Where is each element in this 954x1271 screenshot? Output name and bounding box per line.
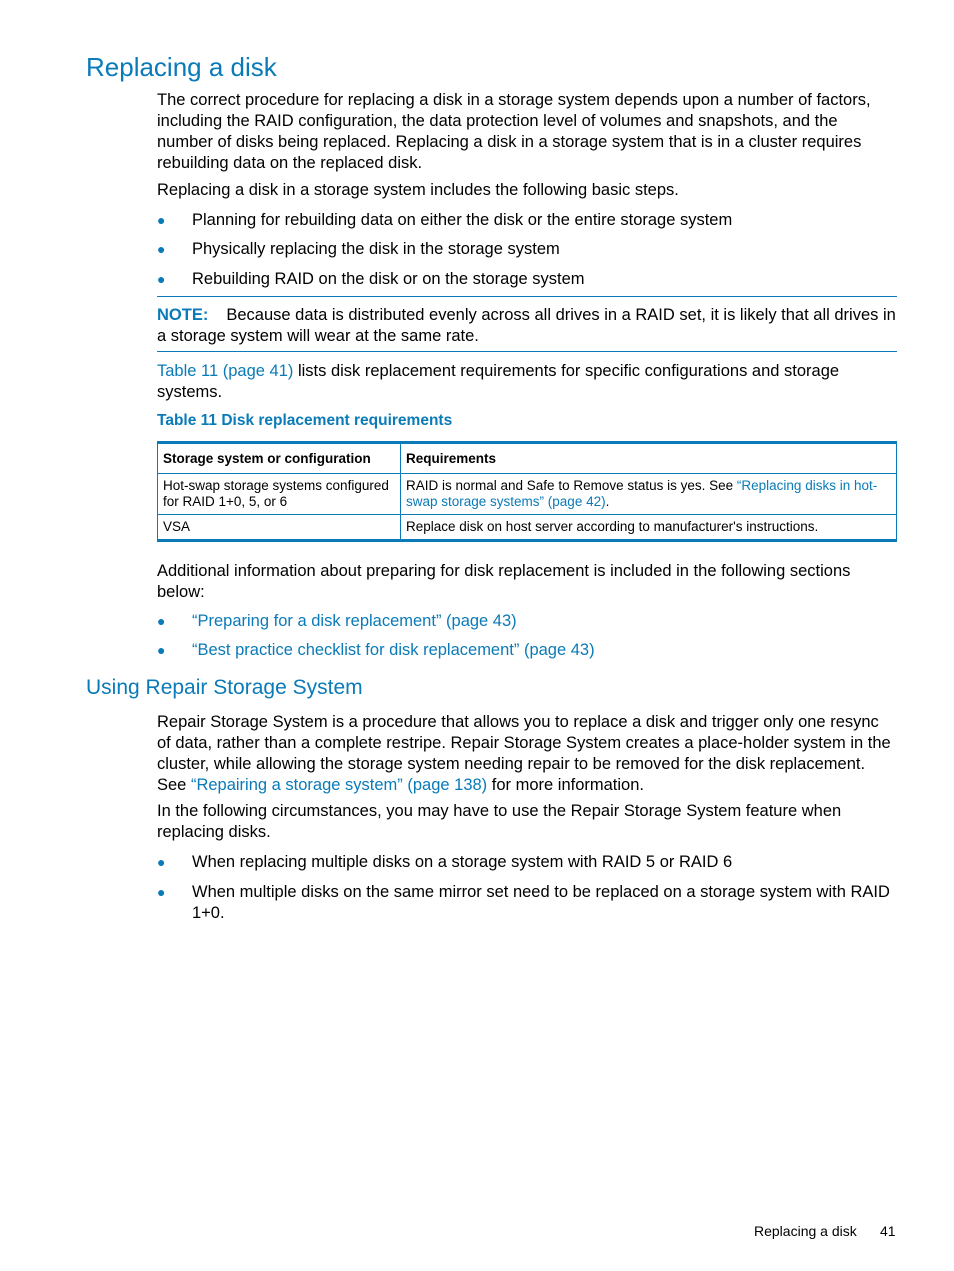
table-cell: VSA <box>158 515 401 541</box>
table-cell: Hot-swap storage systems configured for RAID 1+0, 5, or 6 <box>158 474 401 515</box>
intro-paragraph: The correct procedure for replacing a disk in a storage system depends upon a number of factors, including the RAID configuration, the data protection level of volumes and snapshots, and the number of disks being replaced. Replacing a disk in a storage system that is in a cluster requires rebuilding data on the replaced disk. <box>157 91 871 172</box>
table-row <box>158 474 897 515</box>
bullet-icon: ● <box>157 241 166 257</box>
hot-swap-link[interactable]: “Replacing disks in hot-swap storage systems” (page 42) <box>406 478 878 509</box>
repairing-link[interactable]: “Repairing a storage system” (page 138) <box>190 776 488 794</box>
bullet-icon: ● <box>157 613 166 629</box>
note-label: NOTE: <box>157 306 209 324</box>
table-cell: Replace disk on host server according to manufacturer's instructions. <box>401 515 897 541</box>
table-11-link[interactable]: Table 11 (page 41) <box>157 362 294 380</box>
bullet-icon: ● <box>157 212 166 228</box>
bullet-icon: ● <box>157 271 166 287</box>
steps-intro: Replacing a disk in a storage system includes the following basic steps. <box>157 181 679 199</box>
bullet-icon: ● <box>157 854 166 870</box>
column-header: Storage system or configuration <box>158 443 401 474</box>
bullet-icon: ● <box>157 642 166 658</box>
subsection-title: Using Repair Storage System <box>86 676 363 699</box>
disk-replacement-table <box>157 441 897 542</box>
table-caption: Table 11 Disk replacement requirements <box>157 412 453 429</box>
checklist-link[interactable]: “Best practice checklist for disk replacement” (page 43) <box>192 641 595 659</box>
circumstances-paragraph: In the following circumstances, you may have to use the Repair Storage System feature when replacing disks. <box>157 802 842 841</box>
table-cell: RAID is normal and Safe to Remove status is yes. See “Replacing disks in hot-swap storage systems” (page 42). <box>401 474 897 515</box>
additional-info-paragraph: Additional information about preparing for disk replacement is included in the following sections below: <box>157 562 851 601</box>
note-text: Because data is distributed evenly across all drives in a RAID set, it is likely that all drives in a storage system will wear at the same rate. <box>157 306 896 345</box>
page-number: 41 <box>880 1223 896 1239</box>
section-title: Replacing a disk <box>86 52 277 82</box>
note-box <box>157 296 897 352</box>
preparing-link[interactable]: “Preparing for a disk replacement” (page 43) <box>192 612 517 630</box>
repair-paragraph: Repair Storage System is a procedure that allows you to replace a disk and trigger only one resync of data, rather than a complete restripe. Repair Storage System creates a place-holder system in the cluster, while allowing the storage system needing repair to be removed for the disk replacement. See “Repairing a storage system” (page 138) for more information. <box>157 713 891 794</box>
table-header-row <box>158 443 897 474</box>
bullet-icon: ● <box>157 884 166 900</box>
footer-label: Replacing a disk <box>754 1223 857 1239</box>
table-reference-paragraph: Table 11 (page 41) lists disk replacement requirements for specific configurations and storage systems. <box>157 362 840 401</box>
column-header: Requirements <box>401 443 897 474</box>
table-row <box>158 515 897 541</box>
